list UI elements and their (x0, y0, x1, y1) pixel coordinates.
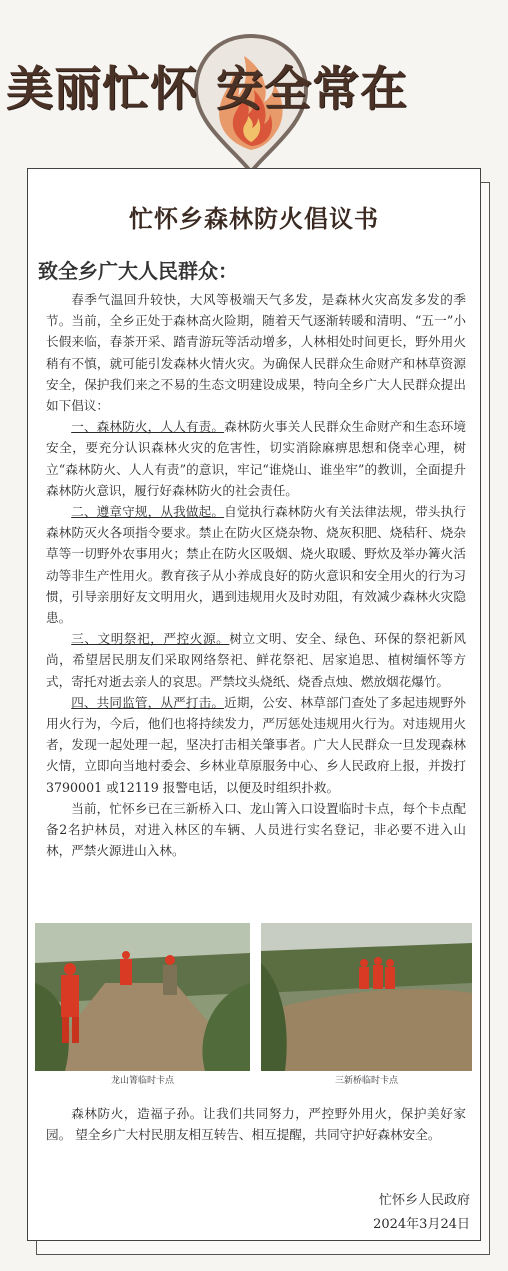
intro-paragraph: 春季气温回升较快，大风等极端天气多发，是森林火灾高发多发的季节。当前，全乡正处于森林高火险期，随着天气逐渐转暖和清明、“五一”小长假来临，春茶开采、踏青游玩等活动增多，人林相处时间更长，野外用火稍有不慎，就可能引发森林火情火灾。为确保人民群众生命财产和林草资源安全，保护我们来之不易的生态文明建设成果，特向全乡广大人民群众提出如下倡议： (46, 292, 466, 414)
item-heading-1: 一、森林防火，人人有责。 (71, 419, 225, 435)
signature: 忙怀乡人民政府 (378, 1193, 470, 1208)
banner-title-left: 美丽忙怀 (6, 62, 198, 117)
item-text-3: 树立文明、安全、绿色、环保的祭祀新风尚，希望居民朋友们采取网络祭祀、鲜花祭祀、居家追思、植树缅怀等方式，寄托对逝去亲人的哀思。严禁坟头烧纸、烧香点烛、燃放烟花爆竹。 (46, 631, 467, 689)
item-heading-2: 二、遵章守规，从我做起。 (71, 504, 225, 520)
salutation: 致全乡广大人民群众： (38, 259, 238, 283)
closing-paragraph: 森林防火，造福子孙。让我们共同努力，严控野外用火，保护美好家园。 望全乡广大村民朋友相互转告、相互提醒，共同守护好森林安全。 (46, 1106, 466, 1143)
checkpoint-paragraph: 当前，忙怀乡已在三新桥入口、龙山箐入口设置临时卡点，每个卡点配备2名护林员，对进入林区的车辆、人员进行实名登记，非必要不进入山林，严禁火源进山入林。 (46, 800, 466, 859)
document-title: 忙怀乡森林防火倡议书 (129, 205, 379, 233)
document-body (46, 289, 466, 861)
item-paragraph-2 (46, 501, 466, 628)
proposal-document (27, 168, 481, 1241)
closing-section (46, 1103, 466, 1145)
item-text-2: 自觉执行森林防火有关法律法规，带头执行森林防灭火各项指令要求。禁止在防火区烧杂物、烧灰积肥、烧秸秆、烧杂草等一切野外农事用火；禁止在防火区吸烟、烧火取暖、野炊及举办篝火活动等非生产性用火。教育孩子从小养成良好的防火意识和安全用火的行为习惯，引导亲朋好友文明用火，遇到违规用火及时劝阻，有效减少森林火灾隐患。 (46, 504, 467, 626)
item-heading-3: 三、文明祭祀，严控火源。 (71, 631, 230, 647)
item-paragraph-3 (46, 628, 466, 692)
header-banner (0, 0, 508, 170)
banner-title (6, 52, 502, 119)
item-heading-4: 四、共同监管，从严打击。 (71, 694, 225, 710)
item-text-4: 近期，公安、林草部门查处了多起违规野外用火行为，今后，他们也将持续发力，严厉惩处违规用火行为。对违规用火者，发现一起处理一起，坚决打击相关肇事者。广大人民群众一旦发现森林火情，立即向当地村委会、乡林业草原服务中心、乡人民政府上报，并拨打 3790001 或12119 报警电话，以便及时组织扑救。 (46, 694, 467, 795)
photo-sanxinqiao-checkpoint (261, 923, 472, 1071)
item-paragraph-1 (46, 416, 466, 501)
item-paragraph-4 (46, 692, 466, 798)
banner-title-right: 安全常在 (216, 62, 408, 117)
photo-caption-2: 三新桥临时卡点 (334, 1076, 398, 1086)
photo-longshanqing-checkpoint (35, 923, 250, 1071)
item-text-1: 森林防火事关人民群众生命财产和生态环境安全，要充分认识森林火灾的危害性，切实消除麻痹思想和侥幸心理，树立“森林防火、人人有责”的意识，牢记“谁烧山、谁坐牢”的教训，全面提升森林防火意识，履行好森林防火的社会责任。 (46, 419, 467, 498)
photo-caption-1: 龙山箐临时卡点 (110, 1076, 174, 1086)
date: 2024年3月24日 (373, 1217, 470, 1232)
